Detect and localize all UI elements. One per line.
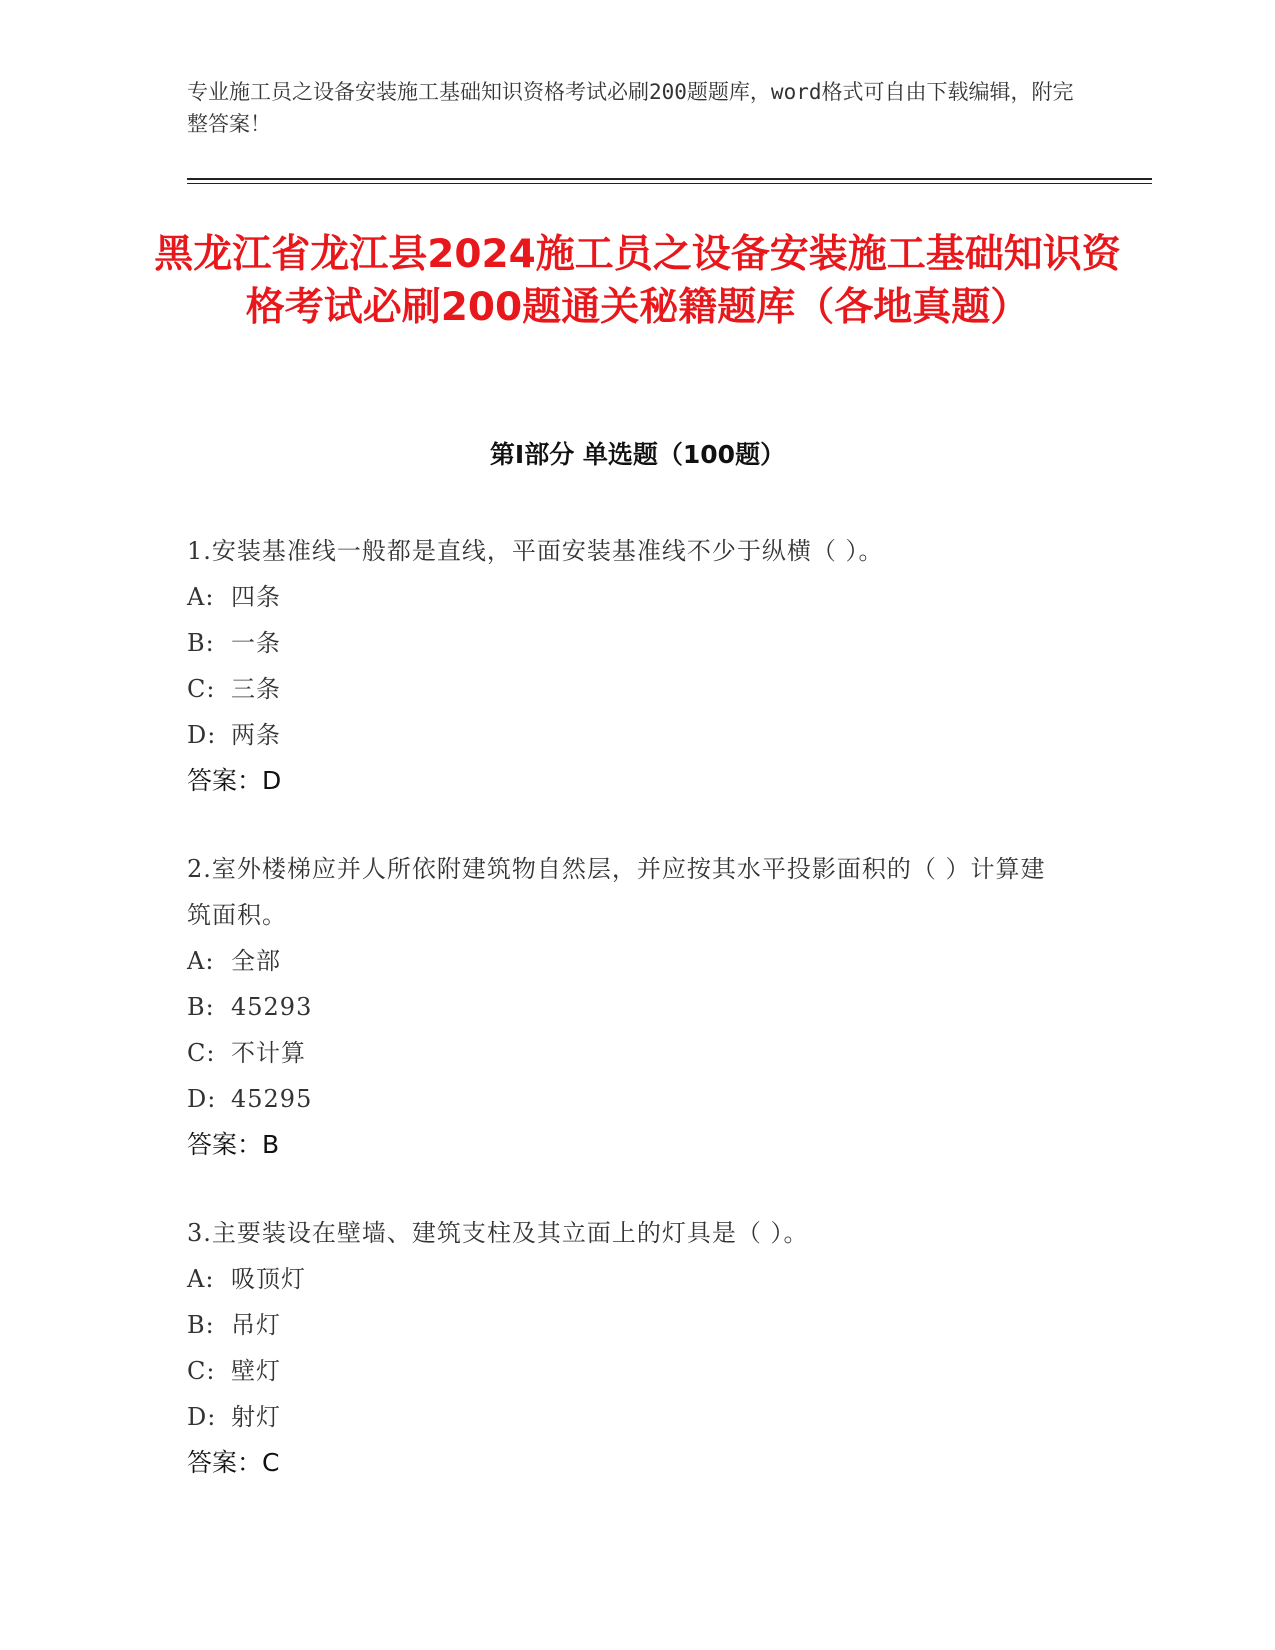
question-list — [187, 528, 1067, 1528]
option-letter: D: — [187, 1403, 217, 1431]
option-b — [187, 620, 1067, 666]
option-letter: B: — [187, 629, 215, 657]
option-d — [187, 1076, 1067, 1122]
header-divider-thick — [187, 178, 1152, 180]
option-c — [187, 1030, 1067, 1076]
option-text: 壁灯 — [231, 1357, 281, 1385]
option-text: 不计算 — [231, 1039, 306, 1067]
option-d — [187, 712, 1067, 758]
option-d — [187, 1394, 1067, 1440]
question-stem: 2.室外楼梯应并人所依附建筑物自然层，并应按其水平投影面积的（ ）计算建筑面积。 — [187, 855, 1046, 929]
option-letter: A: — [187, 1265, 215, 1293]
question-stem: 1.安装基准线一般都是直线，平面安装基准线不少于纵横（ ）。 — [187, 537, 884, 565]
option-a — [187, 1256, 1067, 1302]
option-b — [187, 1302, 1067, 1348]
option-text: 吊灯 — [231, 1311, 281, 1339]
header-note: 专业施工员之设备安装施工基础知识资格考试必刷200题题库，word格式可自由下载编辑，附完整答案！ — [187, 80, 1074, 136]
option-text: 两条 — [231, 721, 281, 749]
option-a — [187, 574, 1067, 620]
option-c — [187, 666, 1067, 712]
option-letter: D: — [187, 721, 217, 749]
document-title: 黑龙江省龙江县2024施工员之设备安装施工基础知识资格考试必刷200题通关秘籍题库（各地真题） — [154, 232, 1121, 330]
answer-line: 答案：B — [187, 1130, 280, 1159]
option-text: 三条 — [231, 675, 281, 703]
answer-line: 答案：C — [187, 1448, 280, 1477]
option-text: 四条 — [231, 583, 281, 611]
option-text: 全部 — [231, 947, 281, 975]
option-letter: C: — [187, 1039, 216, 1067]
option-text: 45295 — [231, 1085, 313, 1113]
option-c — [187, 1348, 1067, 1394]
question-1 — [187, 528, 1067, 804]
option-letter: C: — [187, 1357, 216, 1385]
option-letter: A: — [187, 947, 215, 975]
question-2 — [187, 846, 1067, 1168]
option-letter: C: — [187, 675, 216, 703]
option-text: 射灯 — [231, 1403, 281, 1431]
option-text: 一条 — [231, 629, 281, 657]
section-heading: 第Ⅰ部分 单选题（100题） — [489, 440, 786, 469]
option-text: 吸顶灯 — [231, 1265, 306, 1293]
option-text: 45293 — [231, 993, 313, 1021]
option-letter: A: — [187, 583, 215, 611]
option-letter: D: — [187, 1085, 217, 1113]
option-a — [187, 938, 1067, 984]
answer-line: 答案：D — [187, 766, 282, 795]
option-letter: B: — [187, 993, 215, 1021]
header-divider-thin — [187, 183, 1152, 184]
option-letter: B: — [187, 1311, 215, 1339]
option-b — [187, 984, 1067, 1030]
question-3 — [187, 1210, 1067, 1486]
question-stem: 3.主要装设在壁墙、建筑支柱及其立面上的灯具是（ ）。 — [187, 1219, 809, 1247]
